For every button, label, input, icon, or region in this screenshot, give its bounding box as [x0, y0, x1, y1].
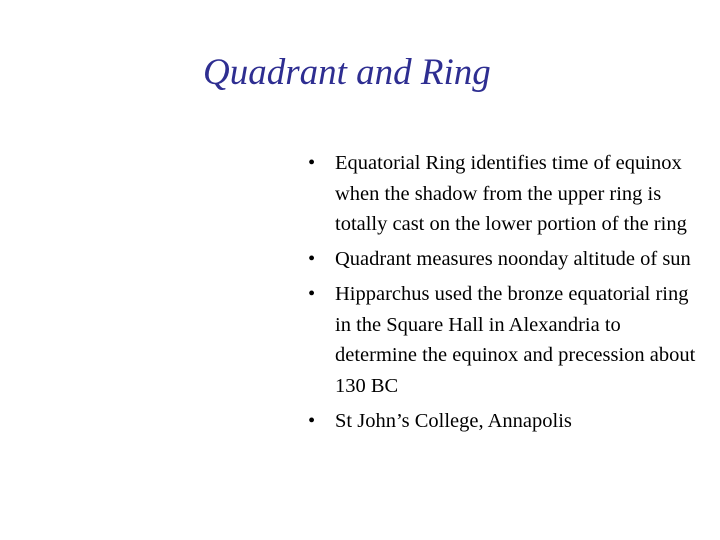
- bullet-item-st-johns: [308, 406, 703, 437]
- slide-title: Quadrant and Ring: [203, 52, 491, 93]
- bullet-text: Equatorial Ring identifies time of equinox when the shadow from the upper ring is totally cast on the lower portion of the ring: [335, 152, 687, 235]
- bullet-text: St John’s College, Annapolis: [335, 409, 572, 432]
- bullet-marker: •: [308, 409, 316, 432]
- bullet-marker: •: [308, 283, 316, 305]
- bullet-text: Quadrant measures noonday altitude of sun: [335, 248, 691, 270]
- bullet-item-quadrant: [308, 244, 703, 275]
- bullet-item-equatorial-ring: [308, 148, 703, 240]
- bullet-marker: •: [308, 248, 316, 270]
- bullet-item-hipparchus: [308, 279, 703, 401]
- bullet-text: Hipparchus used the bronze equatorial ring in the Square Hall in Alexandria to determine the equinox and precession about 130 BC: [335, 283, 696, 397]
- bullet-marker: •: [308, 152, 316, 174]
- bullet-list: [308, 148, 703, 441]
